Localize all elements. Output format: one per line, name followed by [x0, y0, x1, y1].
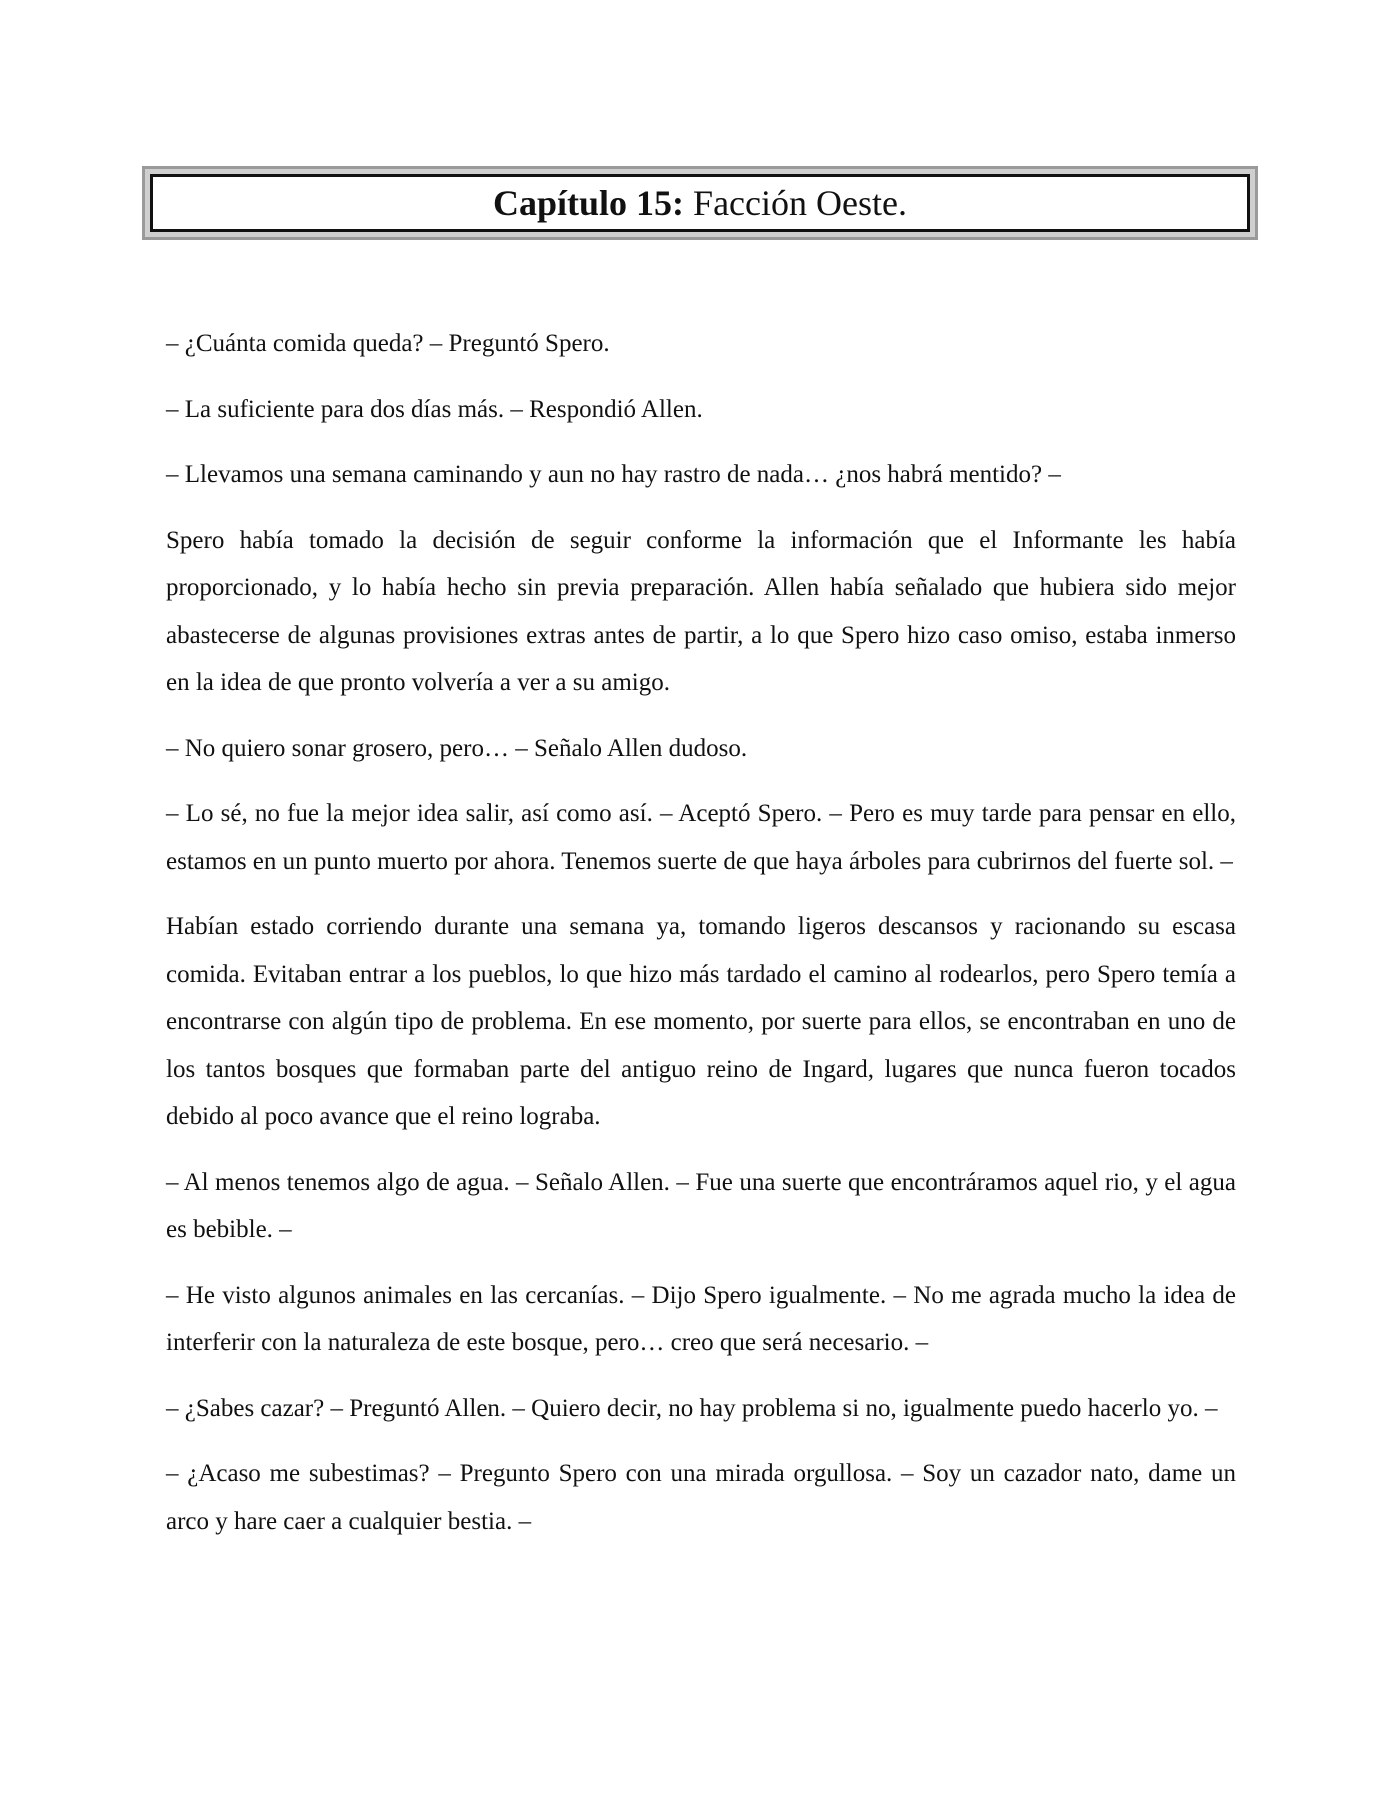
paragraph: – La suficiente para dos días más. – Respondió Allen.: [166, 395, 703, 423]
paragraph: Habían estado corriendo durante una semana ya, tomando ligeros descansos y racionando su escasa comida. Evitaban entrar a los pueblos, lo que hizo más tardado el camino al rodearlos, pero Spero temía a encontrarse con algún tipo de problema. En ese momento, por suerte para ellos, se encontraban en uno de los tantos bosques que formaban parte del antiguo reino de Ingard, lugares que nunca fueron tocados debido al poco avance que el reino lograba.: [166, 913, 1236, 1130]
paragraph: – Llevamos una semana caminando y aun no hay rastro de nada… ¿nos habrá mentido? –: [166, 461, 1061, 488]
chapter-title: [150, 174, 1250, 232]
paragraph: – ¿Acaso me subestimas? – Pregunto Spero con una mirada orgullosa. – Soy un cazador nato, dame un arco y hare caer a cualquier bestia. –: [166, 1460, 1236, 1535]
chapter-number: Capítulo 15:: [493, 183, 685, 223]
paragraph: – Al menos tenemos algo de agua. – Señalo Allen. – Fue una suerte que encontráramos aquel rio, y el agua es bebible. –: [166, 1168, 1236, 1243]
paragraph: – No quiero sonar grosero, pero… – Señalo Allen dudoso.: [166, 734, 748, 762]
paragraph: – ¿Sabes cazar? – Preguntó Allen. – Quiero decir, no hay problema si no, igualmente puedo hacerlo yo. –: [166, 1394, 1218, 1422]
paragraph: – Lo sé, no fue la mejor idea salir, así como así. – Aceptó Spero. – Pero es muy tarde para pensar en ello, estamos en un punto muerto por ahora. Tenemos suerte de que haya árboles para cubrirnos del fuerte sol. –: [166, 800, 1236, 875]
chapter-body: [166, 320, 1236, 1563]
paragraph: – ¿Cuánta comida queda? – Preguntó Spero.: [166, 330, 610, 357]
paragraph: Spero había tomado la decisión de seguir conforme la información que el Informante les había proporcionado, y lo había hecho sin previa preparación. Allen había señalado que hubiera sido mejor abastecerse de algunas provisiones extras antes de partir, a lo que Spero hizo caso omiso, estaba inmerso en la idea de que pronto volvería a ver a su amigo.: [166, 526, 1236, 696]
paragraph: – He visto algunos animales en las cercanías. – Dijo Spero igualmente. – No me agrada mucho la idea de interferir con la naturaleza de este bosque, pero… creo que será necesario. –: [166, 1281, 1236, 1356]
chapter-name: Facción Oeste.: [693, 183, 907, 223]
chapter-title-frame: [142, 166, 1258, 240]
